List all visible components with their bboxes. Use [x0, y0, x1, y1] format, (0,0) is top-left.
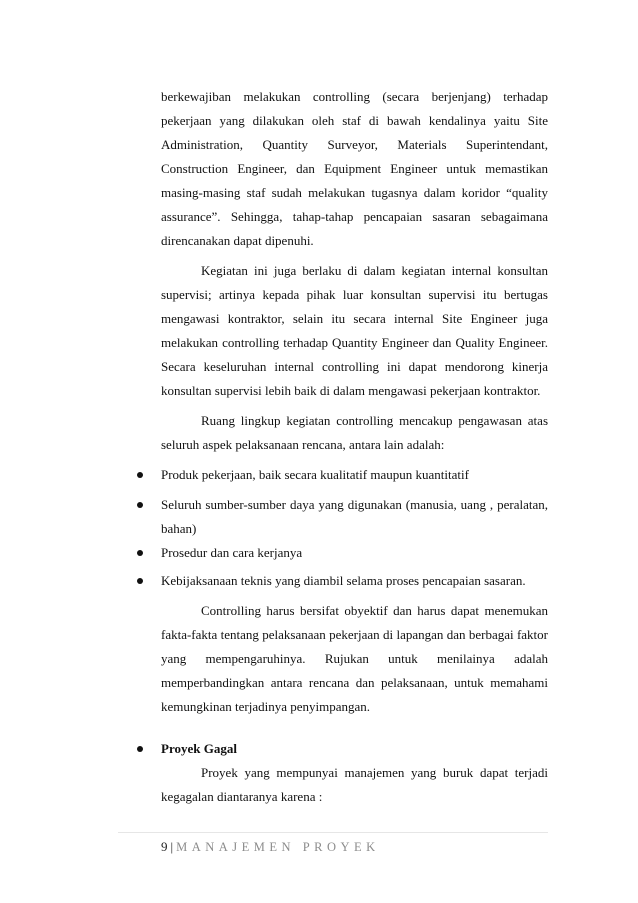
text-line: mengawasi kontraktor, selain itu secara internal Site Engineer juga [161, 311, 548, 326]
text-line: seluruh aspek pelaksanaan rencana, antara lain adalah: [161, 437, 445, 452]
text-line: assurance”. Sehingga, tahap-tahap pencapaian sasaran sebagaimana [161, 209, 548, 224]
bullet-item [161, 466, 548, 484]
bullet-continuation: bahan) [161, 521, 197, 536]
bullet-text: Seluruh sumber-sumber daya yang digunakan (manusia, uang , peralatan, [161, 497, 548, 512]
text-line: Administration, Quantity Surveyor, Materials Superintendant, [161, 137, 548, 152]
text-line: pekerjaan yang dilakukan oleh staf di bawah kendalinya yaitu Site [161, 113, 548, 128]
text-line: Construction Engineer, dan Equipment Engineer untuk memastikan [161, 161, 548, 176]
bullet-icon [137, 746, 143, 752]
page-number: 9 [161, 839, 168, 854]
text-line: konsultan supervisi lebih baik di dalam mengawasi pekerjaan kontraktor. [161, 383, 541, 398]
text-line: masing-masing staf sudah melakukan tugasnya dalam koridor “quality [161, 185, 548, 200]
bullet-icon [137, 550, 143, 556]
bullet-item [161, 572, 548, 590]
bullet-icon [137, 578, 143, 584]
text-line: Secara keseluruhan internal controlling ini dapat mendorong kinerja [161, 359, 548, 374]
footer-divider [118, 832, 548, 833]
text-line: kemungkinan terjadinya penyimpangan. [161, 699, 371, 714]
section-heading-text: Proyek Gagal [161, 741, 237, 756]
text-line: memperbandingkan antara rencana dan pelaksanaan, untuk memahami [161, 675, 548, 690]
bullet-item [161, 496, 548, 514]
footer-title: MANAJEMEN PROYEK [176, 840, 380, 854]
section-heading [161, 740, 548, 758]
text-line: Kegiatan ini juga berlaku di dalam kegiatan internal konsultan [201, 263, 548, 278]
bullet-icon [137, 472, 143, 478]
page-footer [161, 838, 380, 856]
text-line: Proyek yang mempunyai manajemen yang buruk dapat terjadi [201, 765, 548, 780]
text-line: Ruang lingkup kegiatan controlling mencakup pengawasan atas [201, 413, 548, 428]
text-line: Controlling harus bersifat obyektif dan harus dapat menemukan [201, 603, 548, 618]
bullet-icon [137, 502, 143, 508]
text-line: kegagalan diantaranya karena : [161, 789, 323, 804]
text-line: direncanakan dapat dipenuhi. [161, 233, 314, 248]
text-line: berkewajiban melakukan controlling (secara berjenjang) terhadap [161, 89, 548, 104]
text-line: yang mempengaruhinya. Rujukan untuk menilainya adalah [161, 651, 548, 666]
text-line: melakukan controlling terhadap Quantity Engineer dan Quality Engineer. [161, 335, 548, 350]
text-line: supervisi; artinya kepada pihak luar konsultan supervisi itu bertugas [161, 287, 548, 302]
footer-separator: | [170, 839, 174, 854]
bullet-text: Produk pekerjaan, baik secara kualitatif maupun kuantitatif [161, 467, 469, 482]
bullet-text: Prosedur dan cara kerjanya [161, 545, 303, 560]
text-line: fakta-fakta tentang pelaksanaan pekerjaan di lapangan dan berbagai faktor [161, 627, 548, 642]
bullet-item [161, 544, 548, 562]
bullet-text: Kebijaksanaan teknis yang diambil selama proses pencapaian sasaran. [161, 573, 526, 588]
